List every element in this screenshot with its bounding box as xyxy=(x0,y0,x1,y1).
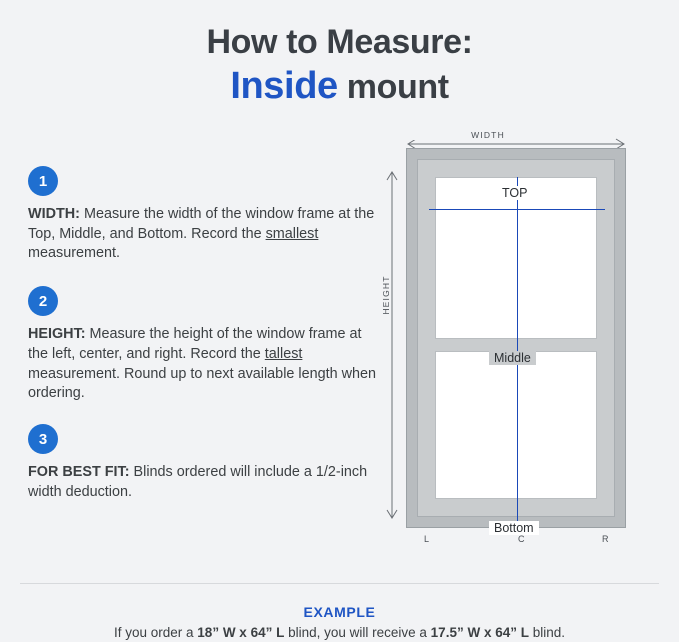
step-3-text-part1: Blinds ordered will include a 1/2-inch width deduction. xyxy=(28,464,368,500)
step-1-label: WIDTH: xyxy=(28,206,80,222)
title-line-2-rest: mount xyxy=(337,68,449,107)
width-dimension-label: WIDTH xyxy=(378,130,598,140)
step-3 xyxy=(28,424,376,502)
example-order-size: 18” W x 64” L xyxy=(197,625,285,640)
step-2-label: HEIGHT: xyxy=(28,326,86,343)
marker-right: R xyxy=(602,534,609,544)
step-2-underlined: tallest xyxy=(264,345,303,362)
step-2-text xyxy=(28,325,376,404)
step-1-text-part1: Measure the width of the window frame at the Top, Middle, and Bottom. Record the xyxy=(28,206,375,242)
window-pane-bottom xyxy=(435,351,597,499)
pane-label-top: TOP xyxy=(497,186,532,200)
window-frame-outer xyxy=(406,148,626,535)
example-received-size: 17.5” W x 64” L xyxy=(430,625,529,640)
marker-left: L xyxy=(424,534,430,544)
step-2 xyxy=(28,286,376,404)
window-diagram xyxy=(378,130,654,560)
example-text-part1: If you order a xyxy=(114,625,198,640)
pane-label-bottom: Bottom xyxy=(489,521,539,535)
page-title xyxy=(0,22,679,109)
title-accent-word: Inside xyxy=(230,65,338,108)
step-1 xyxy=(28,166,376,264)
height-dimension-arrow-icon xyxy=(384,170,400,520)
example-text xyxy=(0,625,679,640)
height-dimension-label: HEIGHT xyxy=(381,265,391,325)
step-1-badge: 1 xyxy=(28,166,58,196)
window-frame-inner xyxy=(417,159,615,517)
step-2-badge: 2 xyxy=(28,286,58,316)
example-title: EXAMPLE xyxy=(303,604,376,620)
title-line-1: How to Measure: xyxy=(206,23,473,61)
height-measure-line xyxy=(517,177,518,523)
step-1-text xyxy=(28,205,376,264)
step-3-badge: 3 xyxy=(28,424,58,454)
pane-label-middle: Middle xyxy=(489,351,536,365)
step-1-text-part2: measurement. xyxy=(28,245,120,262)
footer-divider xyxy=(20,583,659,584)
example-text-part2: blind, you will receive a xyxy=(284,625,431,640)
step-2-text-part1: Measure the height of the window frame at the left, center, and right. Record the xyxy=(28,326,362,362)
window-pane-top xyxy=(435,177,597,339)
step-2-text-part2: measurement. Round up to next available length when ordering. xyxy=(28,365,376,402)
step-3-label: FOR BEST FIT: xyxy=(28,464,130,481)
steps-list xyxy=(28,166,376,521)
example-text-part3: blind. xyxy=(528,625,565,640)
step-1-underlined: smallest xyxy=(265,225,319,242)
title-line-2 xyxy=(0,64,679,109)
marker-center: C xyxy=(518,534,525,544)
step-3-text xyxy=(28,463,376,502)
